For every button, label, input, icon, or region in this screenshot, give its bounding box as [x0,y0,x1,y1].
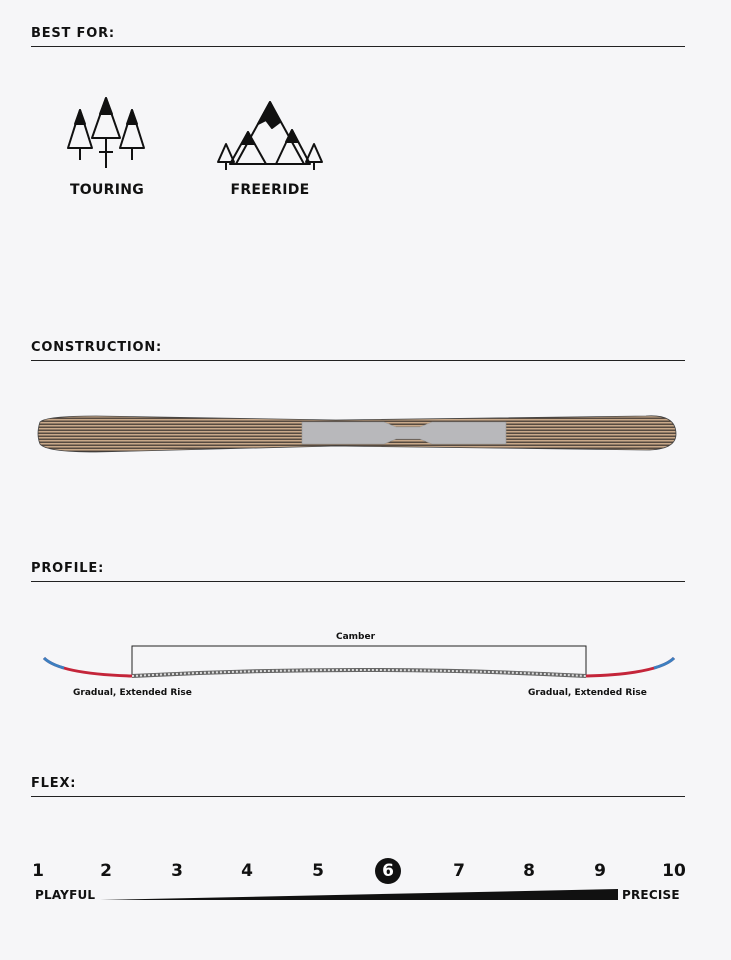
touring-item [64,92,150,198]
flex-number-10: 10 [662,861,686,881]
profile-heading: PROFILE: [31,561,685,582]
touring-label: TOURING [69,182,145,198]
flex-number-2: 2 [100,861,112,881]
flex-number-1: 1 [32,861,44,881]
flex-max-label: PRECISE [622,888,680,902]
construction-heading: CONSTRUCTION: [31,340,685,361]
freeride-item [214,92,326,198]
flex-number-4: 4 [241,861,253,881]
flex-number-7: 7 [453,861,465,881]
flex-number-3: 3 [171,861,183,881]
flex-number-6-selected: 6 [375,858,401,884]
touring-trees-icon [64,92,150,172]
freeride-mountain-icon [214,92,326,172]
camber-label: Camber [336,632,376,642]
flex-min-label: PLAYFUL [35,888,96,902]
ski-construction-icon [36,410,682,458]
ski-profile-diagram [40,640,680,684]
flex-heading: FLEX: [31,776,685,797]
freeride-label: FREERIDE [230,182,310,198]
flex-number-9: 9 [594,861,606,881]
flex-scale-wedge [100,888,620,902]
rise-left-label: Gradual, Extended Rise [73,688,192,698]
flex-number-5: 5 [312,861,324,881]
best-for-heading: BEST FOR: [31,26,685,47]
rise-right-label: Gradual, Extended Rise [528,688,647,698]
flex-number-8: 8 [523,861,535,881]
